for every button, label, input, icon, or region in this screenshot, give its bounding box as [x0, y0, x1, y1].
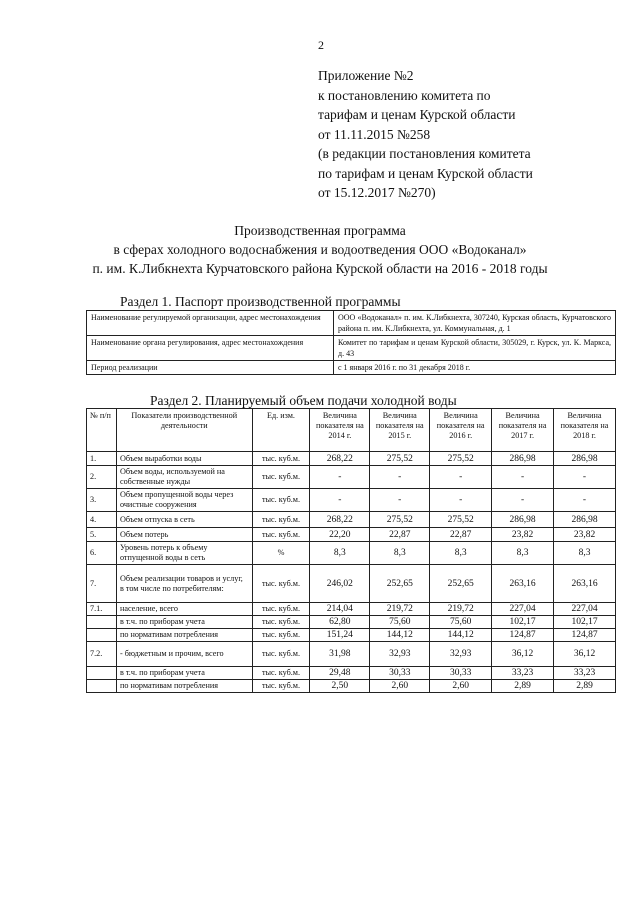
value-cell: 227,04 [554, 603, 616, 616]
indicator-cell: Объем пропущенной воды через очистные сооружения [116, 489, 252, 512]
indicator-cell: Уровень потерь к объему отпущенной воды в сеть [116, 542, 252, 565]
value-cell: 124,87 [554, 629, 616, 642]
value-cell: - [430, 489, 492, 512]
unit-cell: тыс. куб.м. [252, 512, 310, 528]
row-number-cell: 7. [87, 565, 117, 603]
table-row [87, 642, 616, 667]
passport-value: ООО «Водоканал» п. им. К.Либкнехта, 307240, Курская область, Курчатовского района п. им. К.Либкнехта, ул. Коммунальная, д. 1 [334, 311, 616, 336]
value-cell: 219,72 [430, 603, 492, 616]
value-cell: 102,17 [492, 616, 554, 629]
value-cell: 30,33 [370, 667, 430, 680]
value-cell: 2,89 [492, 680, 554, 693]
value-cell: 23,82 [492, 528, 554, 542]
value-cell: 286,98 [492, 452, 554, 466]
value-cell: - [370, 489, 430, 512]
row-number-cell [87, 680, 117, 693]
value-cell: 275,52 [370, 512, 430, 528]
value-cell: 8,3 [370, 542, 430, 565]
passport-label: Наименование регулируемой организации, адрес местонахождения [87, 311, 334, 336]
value-cell: 36,12 [554, 642, 616, 667]
value-cell: - [554, 489, 616, 512]
value-cell: 144,12 [430, 629, 492, 642]
indicator-cell: Объем воды, используемой на собственные нужды [116, 466, 252, 489]
table-row [87, 542, 616, 565]
indicator-cell: Объем отпуска в сеть [116, 512, 252, 528]
appendix-line: по тарифам и ценам Курской области [318, 165, 533, 181]
value-cell: 32,93 [430, 642, 492, 667]
section2-title: Раздел 2. Планируемый объем подачи холодной воды [150, 393, 457, 408]
value-cell: 29,48 [310, 667, 370, 680]
value-cell: - [492, 466, 554, 489]
indicator-cell: Объем реализации товаров и услуг, в том числе по потребителям: [116, 565, 252, 603]
plan-table-body [87, 452, 616, 693]
value-cell: 275,52 [430, 512, 492, 528]
passport-label: Наименование органа регулирования, адрес местонахождения [87, 336, 334, 361]
document-title [0, 221, 640, 278]
value-cell: 23,82 [554, 528, 616, 542]
value-cell: 263,16 [554, 565, 616, 603]
indicator-cell: Объем потерь [116, 528, 252, 542]
header-cell: Величина показателя на 2016 г. [430, 409, 492, 452]
row-number-cell [87, 629, 117, 642]
row-number-cell: 4. [87, 512, 117, 528]
table-row [87, 452, 616, 466]
appendix-line: от 11.11.2015 №258 [318, 126, 431, 142]
value-cell: - [370, 466, 430, 489]
value-cell: 22,87 [370, 528, 430, 542]
value-cell: 8,3 [554, 542, 616, 565]
table-row [87, 528, 616, 542]
passport-value: с 1 января 2016 г. по 31 декабря 2018 г. [334, 361, 616, 375]
indicator-cell: Объем выработки воды [116, 452, 252, 466]
indicator-cell: население, всего [116, 603, 252, 616]
page-number: 2 [318, 38, 324, 52]
passport-row [87, 361, 616, 375]
header-cell: № п/п [87, 409, 117, 452]
row-number-cell: 6. [87, 542, 117, 565]
appendix-line: к постановлению комитета по [318, 87, 491, 103]
value-cell: 22,87 [430, 528, 492, 542]
unit-cell: тыс. куб.м. [252, 603, 310, 616]
value-cell: 102,17 [554, 616, 616, 629]
unit-cell: тыс. куб.м. [252, 565, 310, 603]
section1-title: Раздел 1. Паспорт производственной программы [120, 294, 401, 309]
passport-label: Период реализации [87, 361, 334, 375]
indicator-cell: в т.ч. по приборам учета [116, 616, 252, 629]
unit-cell: тыс. куб.м. [252, 629, 310, 642]
unit-cell: тыс. куб.м. [252, 528, 310, 542]
appendix-header [318, 66, 633, 203]
table-header-row [87, 409, 616, 452]
value-cell: 32,93 [370, 642, 430, 667]
value-cell: - [430, 466, 492, 489]
value-cell: 268,22 [310, 512, 370, 528]
row-number-cell: 1. [87, 452, 117, 466]
value-cell: 33,23 [492, 667, 554, 680]
header-cell: Величина показателя на 2014 г. [310, 409, 370, 452]
table-row [87, 667, 616, 680]
value-cell: - [554, 466, 616, 489]
row-number-cell: 7.2. [87, 642, 117, 667]
indicator-cell: по нормативам потребления [116, 629, 252, 642]
value-cell: 8,3 [430, 542, 492, 565]
passport-row [87, 311, 616, 336]
passport-table [86, 310, 616, 375]
appendix-line: тарифам и ценам Курской области [318, 107, 516, 122]
table-row [87, 616, 616, 629]
table-row [87, 603, 616, 616]
value-cell: 75,60 [370, 616, 430, 629]
value-cell: 246,02 [310, 565, 370, 603]
value-cell: 36,12 [492, 642, 554, 667]
value-cell: 124,87 [492, 629, 554, 642]
value-cell: 33,23 [554, 667, 616, 680]
row-number-cell [87, 616, 117, 629]
plan-table [86, 408, 616, 693]
unit-cell: тыс. куб.м. [252, 680, 310, 693]
value-cell: 275,52 [430, 452, 492, 466]
value-cell: 2,60 [370, 680, 430, 693]
row-number-cell: 5. [87, 528, 117, 542]
value-cell: 8,3 [492, 542, 554, 565]
table-row [87, 466, 616, 489]
indicator-cell: в т.ч. по приборам учета [116, 667, 252, 680]
value-cell: 252,65 [370, 565, 430, 603]
value-cell: 275,52 [370, 452, 430, 466]
header-cell: Ед. изм. [252, 409, 310, 452]
unit-cell: тыс. куб.м. [252, 489, 310, 512]
table-row [87, 512, 616, 528]
value-cell: 2,50 [310, 680, 370, 693]
table-row [87, 629, 616, 642]
table-row [87, 680, 616, 693]
value-cell: 286,98 [554, 452, 616, 466]
value-cell: 75,60 [430, 616, 492, 629]
value-cell: 286,98 [554, 512, 616, 528]
unit-cell: % [252, 542, 310, 565]
value-cell: - [310, 466, 370, 489]
title-line: в сферах холодного водоснабжения и водоотведения ООО «Водоканал» [113, 242, 527, 257]
value-cell: 214,04 [310, 603, 370, 616]
unit-cell: тыс. куб.м. [252, 466, 310, 489]
unit-cell: тыс. куб.м. [252, 667, 310, 680]
title-line: п. им. К.Либкнехта Курчатовского района Курской области на 2016 - 2018 годы [92, 261, 548, 276]
value-cell: 268,22 [310, 452, 370, 466]
row-number-cell [87, 667, 117, 680]
value-cell: 144,12 [370, 629, 430, 642]
value-cell: 30,33 [430, 667, 492, 680]
value-cell: 219,72 [370, 603, 430, 616]
value-cell: - [492, 489, 554, 512]
value-cell: 22,20 [310, 528, 370, 542]
value-cell: 263,16 [492, 565, 554, 603]
value-cell: 8,3 [310, 542, 370, 565]
row-number-cell: 2. [87, 466, 117, 489]
value-cell: 252,65 [430, 565, 492, 603]
table-row [87, 565, 616, 603]
header-cell: Величина показателя на 2015 г. [370, 409, 430, 452]
header-cell: Показатели производственной деятельности [116, 409, 252, 452]
value-cell: 286,98 [492, 512, 554, 528]
row-number-cell: 3. [87, 489, 117, 512]
indicator-cell: по нормативам потребления [116, 680, 252, 693]
passport-row [87, 336, 616, 361]
appendix-line: от 15.12.2017 №270) [318, 185, 436, 200]
value-cell: 62,80 [310, 616, 370, 629]
value-cell: 2,60 [430, 680, 492, 693]
unit-cell: тыс. куб.м. [252, 616, 310, 629]
passport-value: Комитет по тарифам и ценам Курской области, 305029, г. Курск, ул. К. Маркса, д. 43 [334, 336, 616, 361]
title-line: Производственная программа [234, 223, 406, 238]
indicator-cell: - бюджетным и прочим, всего [116, 642, 252, 667]
value-cell: - [310, 489, 370, 512]
header-cell: Величина показателя на 2018 г. [554, 409, 616, 452]
unit-cell: тыс. куб.м. [252, 452, 310, 466]
table-row [87, 489, 616, 512]
value-cell: 31,98 [310, 642, 370, 667]
value-cell: 151,24 [310, 629, 370, 642]
appendix-line: (в редакции постановления комитета [318, 146, 531, 161]
header-cell: Величина показателя на 2017 г. [492, 409, 554, 452]
unit-cell: тыс. куб.м. [252, 642, 310, 667]
value-cell: 2,89 [554, 680, 616, 693]
row-number-cell: 7.1. [87, 603, 117, 616]
value-cell: 227,04 [492, 603, 554, 616]
appendix-line: Приложение №2 [318, 68, 414, 83]
